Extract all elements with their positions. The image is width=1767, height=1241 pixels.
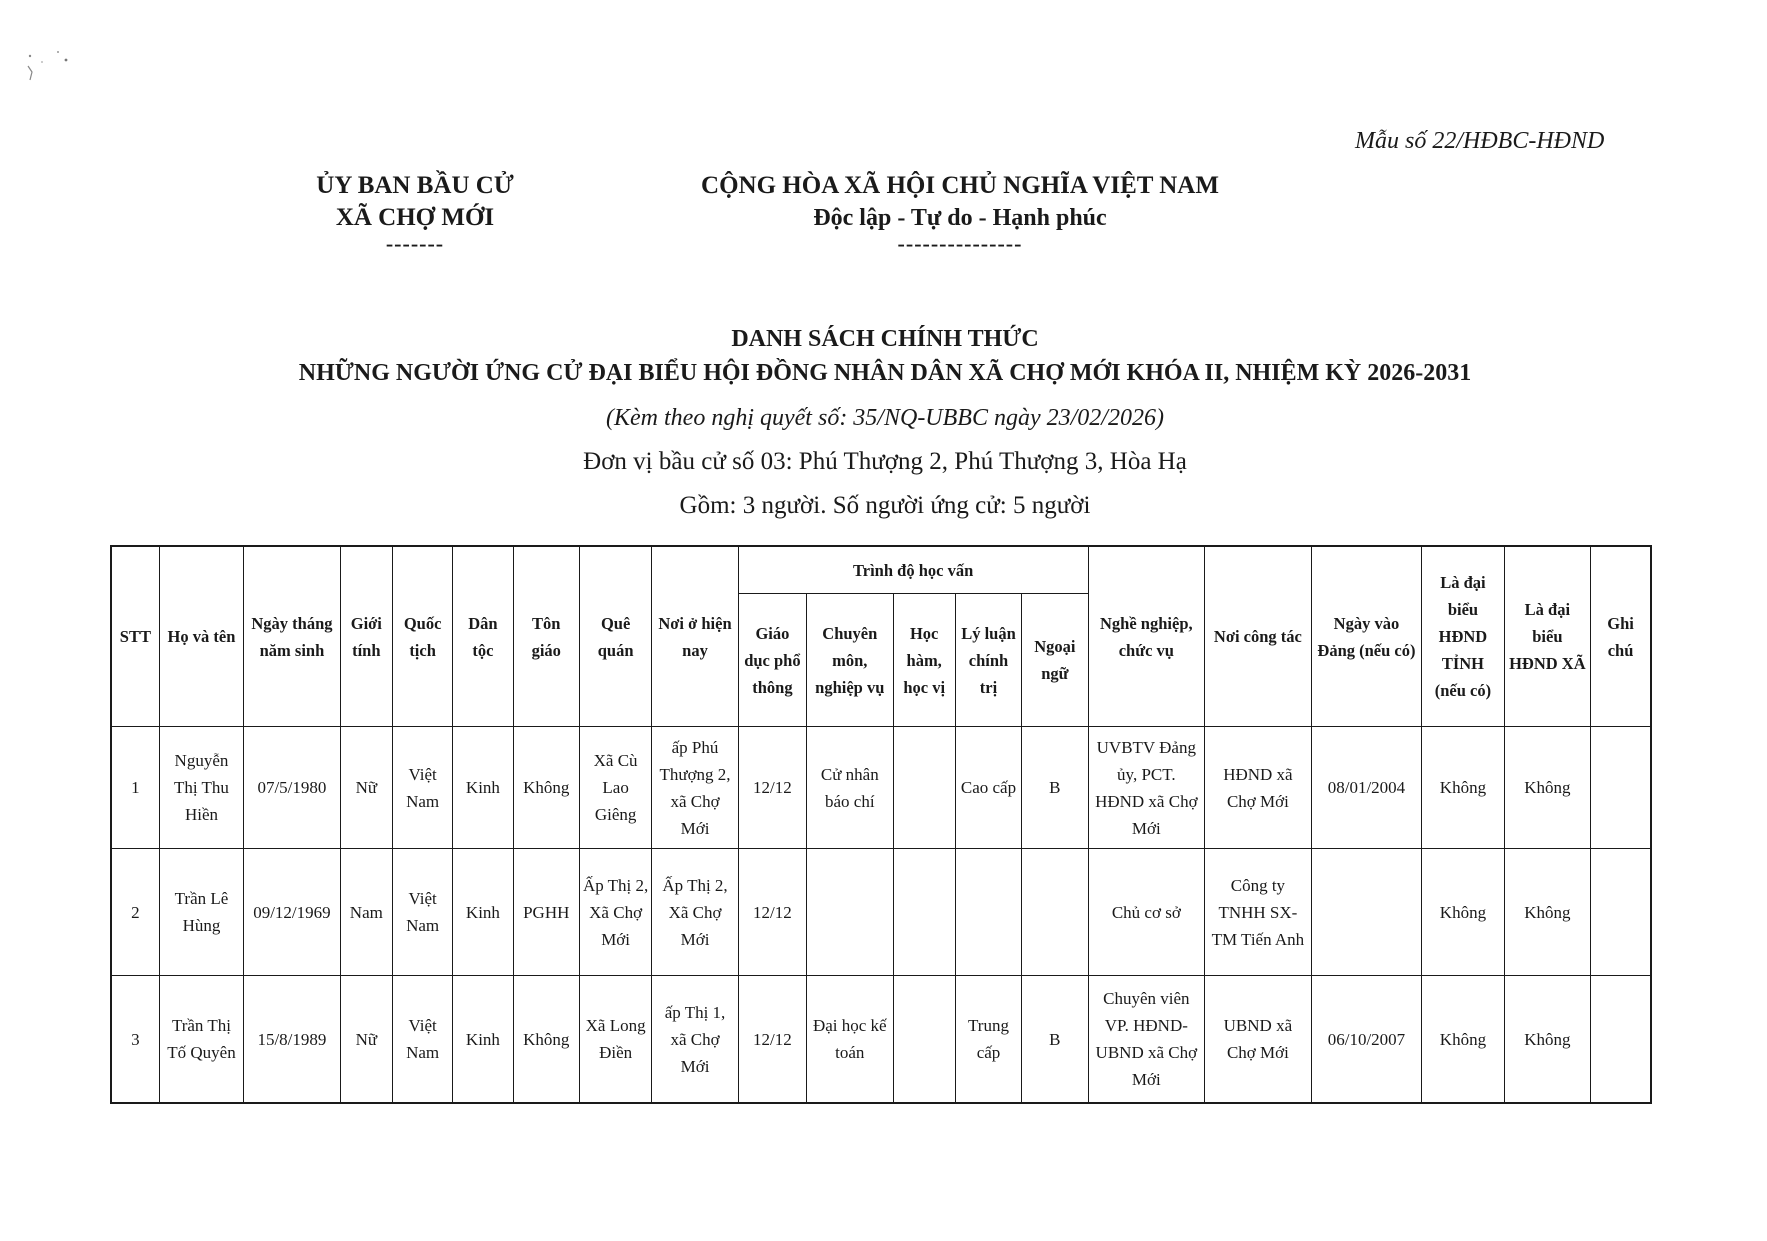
issuing-agency	[260, 170, 570, 254]
candidate-count: Gồm: 3 người. Số người ứng cử: 5 người	[679, 492, 1091, 519]
header-general-education: Giáo dục phổ thông	[738, 594, 806, 727]
cell-commune-delegate: Không	[1504, 976, 1590, 1104]
header-name: Họ và tên	[159, 546, 243, 727]
title-line-1: DANH SÁCH CHÍNH THỨC	[731, 326, 1039, 352]
header-note: Ghi chú	[1591, 546, 1651, 727]
cell-party-date	[1311, 849, 1422, 976]
cell-province-delegate: Không	[1422, 849, 1504, 976]
cell-nationality: Việt Nam	[392, 976, 452, 1104]
scan-speck-marks	[22, 50, 82, 90]
cell-nationality: Việt Nam	[392, 727, 452, 849]
cell-gender: Nam	[340, 849, 392, 976]
cell-province-delegate: Không	[1422, 976, 1504, 1104]
header-ethnicity: Dân tộc	[453, 546, 513, 727]
header-stt: STT	[111, 546, 159, 727]
cell-specialty: Cử nhân báo chí	[807, 727, 893, 849]
cell-gender: Nữ	[340, 976, 392, 1104]
cell-ethnicity: Kinh	[453, 849, 513, 976]
cell-foreign-language	[1022, 849, 1088, 976]
cell-province-delegate: Không	[1422, 727, 1504, 849]
cell-political-theory: Cao cấp	[955, 727, 1021, 849]
cell-workplace: UBND xã Chợ Mới	[1205, 976, 1312, 1104]
cell-political-theory: Trung cấp	[955, 976, 1021, 1104]
cell-gender: Nữ	[340, 727, 392, 849]
header-hometown: Quê quán	[579, 546, 651, 727]
header-religion: Tôn giáo	[513, 546, 579, 727]
header-occupation: Nghề nghiệp, chức vụ	[1088, 546, 1205, 727]
form-code: Mẫu số 22/HĐBC-HĐND	[1355, 128, 1605, 154]
cell-nationality: Việt Nam	[392, 849, 452, 976]
cell-name: Nguyễn Thị Thu Hiền	[159, 727, 243, 849]
cell-stt: 1	[111, 727, 159, 849]
header-party-date: Ngày vào Đảng (nếu có)	[1311, 546, 1422, 727]
cell-stt: 2	[111, 849, 159, 976]
cell-academic-title	[893, 849, 955, 976]
cell-hometown: Ấp Thị 2, Xã Chợ Mới	[579, 849, 651, 976]
header-residence: Nơi ở hiện nay	[652, 546, 738, 727]
table-row	[111, 849, 1651, 976]
cell-academic-title	[893, 976, 955, 1104]
agency-line-1: ỦY BAN BẦU CỬ	[316, 172, 514, 199]
cell-ethnicity: Kinh	[453, 976, 513, 1104]
cell-occupation: UVBTV Đảng ủy, PCT. HĐND xã Chợ Mới	[1088, 727, 1205, 849]
cell-note	[1591, 727, 1651, 849]
header-nationality: Quốc tịch	[392, 546, 452, 727]
candidate-table	[110, 545, 1652, 1104]
nation-line-1: CỘNG HÒA XÃ HỘI CHỦ NGHĨA VIỆT NAM	[701, 172, 1219, 199]
document-titles	[100, 322, 1670, 528]
cell-hometown: Xã Long Điền	[579, 976, 651, 1104]
nation-line-2: Độc lập - Tự do - Hạnh phúc	[813, 205, 1107, 231]
agency-line-2: XÃ CHỢ MỚI	[335, 204, 495, 231]
cell-stt: 3	[111, 976, 159, 1104]
table-row	[111, 976, 1651, 1104]
cell-specialty	[807, 849, 893, 976]
nation-divider: ---------------	[897, 231, 1023, 256]
header-foreign-language: Ngoại ngữ	[1022, 594, 1088, 727]
electoral-unit: Đơn vị bầu cử số 03: Phú Thượng 2, Phú Thượng 3, Hòa Hạ	[583, 448, 1187, 475]
cell-commune-delegate: Không	[1504, 727, 1590, 849]
cell-religion: Không	[513, 727, 579, 849]
cell-name: Trần Thị Tố Quyên	[159, 976, 243, 1104]
cell-foreign-language: B	[1022, 976, 1088, 1104]
cell-occupation: Chuyên viên VP. HĐND-UBND xã Chợ Mới	[1088, 976, 1205, 1104]
cell-commune-delegate: Không	[1504, 849, 1590, 976]
table-row	[111, 727, 1651, 849]
attachment-note: (Kèm theo nghị quyết số: 35/NQ-UBBC ngày 23/02/2026)	[606, 405, 1164, 431]
cell-general-education: 12/12	[738, 976, 806, 1104]
agency-divider: -------	[385, 231, 445, 256]
cell-party-date: 08/01/2004	[1311, 727, 1422, 849]
cell-residence: ấp Phú Thượng 2, xã Chợ Mới	[652, 727, 738, 849]
header-province-delegate: Là đại biểu HĐND TỈNH (nếu có)	[1422, 546, 1504, 727]
header-dob: Ngày tháng năm sinh	[244, 546, 341, 727]
cell-workplace: HĐND xã Chợ Mới	[1205, 727, 1312, 849]
cell-foreign-language: B	[1022, 727, 1088, 849]
header-academic-title: Học hàm, học vị	[893, 594, 955, 727]
header-gender: Giới tính	[340, 546, 392, 727]
cell-academic-title	[893, 727, 955, 849]
cell-political-theory	[955, 849, 1021, 976]
header-commune-delegate: Là đại biểu HĐND XÃ	[1504, 546, 1590, 727]
national-motto	[660, 170, 1260, 254]
cell-hometown: Xã Cù Lao Giêng	[579, 727, 651, 849]
cell-dob: 07/5/1980	[244, 727, 341, 849]
cell-dob: 15/8/1989	[244, 976, 341, 1104]
header-education-group: Trình độ học vấn	[738, 546, 1088, 594]
cell-ethnicity: Kinh	[453, 727, 513, 849]
header-political-theory: Lý luận chính trị	[955, 594, 1021, 727]
cell-note	[1591, 976, 1651, 1104]
cell-party-date: 06/10/2007	[1311, 976, 1422, 1104]
cell-dob: 09/12/1969	[244, 849, 341, 976]
header-specialty: Chuyên môn, nghiệp vụ	[807, 594, 893, 727]
cell-note	[1591, 849, 1651, 976]
cell-residence: ấp Thị 1, xã Chợ Mới	[652, 976, 738, 1104]
cell-general-education: 12/12	[738, 727, 806, 849]
title-line-2: NHỮNG NGƯỜI ỨNG CỬ ĐẠI BIỂU HỘI ĐỒNG NHÂN DÂN XÃ CHỢ MỚI KHÓA II, NHIỆM KỲ 2026-2031	[298, 360, 1472, 386]
cell-name: Trần Lê Hùng	[159, 849, 243, 976]
cell-religion: PGHH	[513, 849, 579, 976]
header-workplace: Nơi công tác	[1205, 546, 1312, 727]
cell-general-education: 12/12	[738, 849, 806, 976]
cell-religion: Không	[513, 976, 579, 1104]
cell-specialty: Đại học kế toán	[807, 976, 893, 1104]
cell-residence: Ấp Thị 2, Xã Chợ Mới	[652, 849, 738, 976]
cell-workplace: Công ty TNHH SX-TM Tiến Anh	[1205, 849, 1312, 976]
cell-occupation: Chủ cơ sở	[1088, 849, 1205, 976]
